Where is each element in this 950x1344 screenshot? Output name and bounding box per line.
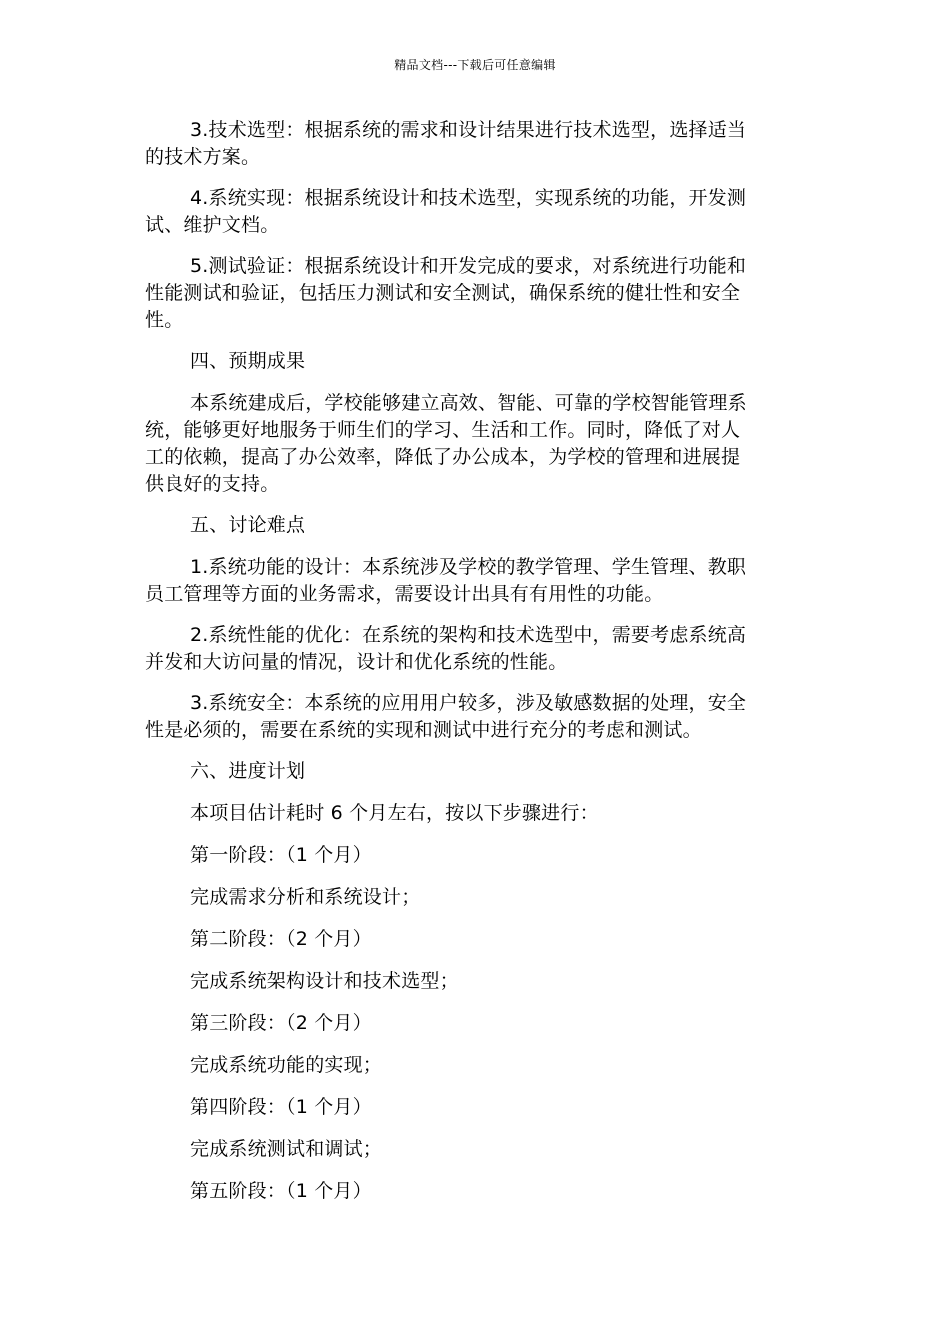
paragraph (145, 348, 795, 375)
paragraph (145, 926, 795, 953)
paragraph-line: 四、预期成果 (190, 350, 306, 372)
paragraph-line: 完成系统功能的实现； (190, 1054, 383, 1076)
paragraph-line: 第三阶段：（2 个月） (190, 1012, 372, 1034)
paragraph-line: 工的依赖，提高了办公效率，降低了办公成本，为学校的管理和进展提 (145, 446, 741, 468)
paragraph-line: 性能测试和验证，包括压力测试和安全测试，确保系统的健壮性和安全 (145, 282, 741, 304)
paragraph-line: 3.系统安全：本系统的应用用户较多，涉及敏感数据的处理，安全 (190, 692, 747, 714)
paragraph-line: 第五阶段：（1 个月） (190, 1180, 372, 1202)
paragraph-line: 试、维护文档。 (145, 214, 280, 236)
paragraph (145, 1052, 795, 1079)
paragraph-line: 五、讨论难点 (190, 514, 306, 536)
paragraph (145, 512, 795, 539)
page-header: 精品文档---下载后可任意编辑 (394, 58, 556, 72)
paragraph-line: 完成系统架构设计和技术选型； (190, 970, 459, 992)
paragraph (145, 968, 795, 995)
document-body (145, 117, 795, 1220)
paragraph-line: 第二阶段：（2 个月） (190, 928, 372, 950)
paragraph-line: 4.系统实现：根据系统设计和技术选型，实现系统的功能，开发测 (190, 187, 747, 209)
paragraph-line: 3.技术选型：根据系统的需求和设计结果进行技术选型，选择适当 (190, 119, 747, 141)
paragraph (145, 185, 795, 239)
paragraph (145, 1010, 795, 1037)
paragraph (145, 622, 795, 676)
paragraph-line: 第四阶段：（1 个月） (190, 1096, 372, 1118)
paragraph (145, 800, 795, 827)
paragraph (145, 1136, 795, 1163)
paragraph (145, 117, 795, 171)
paragraph-line: 并发和大访问量的情况，设计和优化系统的性能。 (145, 651, 568, 673)
paragraph-line: 本系统建成后，学校能够建立高效、智能、可靠的学校智能管理系 (190, 392, 747, 414)
paragraph-line: 1.系统功能的设计：本系统涉及学校的教学管理、学生管理、教职 (190, 556, 747, 578)
paragraph-line: 员工管理等方面的业务需求，需要设计出具有有用性的功能。 (145, 583, 664, 605)
paragraph-line: 性是必须的，需要在系统的实现和测试中进行充分的考虑和测试。 (145, 719, 702, 741)
paragraph (145, 554, 795, 608)
paragraph (145, 1094, 795, 1121)
paragraph-line: 完成系统测试和调试； (190, 1138, 383, 1160)
paragraph (145, 1178, 795, 1205)
paragraph-line: 完成需求分析和系统设计； (190, 886, 421, 908)
paragraph (145, 884, 795, 911)
paragraph (145, 842, 795, 869)
paragraph-line: 供良好的支持。 (145, 473, 280, 495)
paragraph (145, 690, 795, 744)
paragraph-line: 2.系统性能的优化：在系统的架构和技术选型中，需要考虑系统高 (190, 624, 747, 646)
paragraph-line: 的技术方案。 (145, 146, 261, 168)
paragraph (145, 390, 795, 498)
paragraph (145, 758, 795, 785)
paragraph-line: 性。 (145, 309, 184, 331)
paragraph-line: 本项目估计耗时 6 个月左右，按以下步骤进行： (190, 802, 599, 824)
paragraph-line: 统，能够更好地服务于师生们的学习、生活和工作。同时，降低了对人 (145, 419, 741, 441)
paragraph-line: 第一阶段：（1 个月） (190, 844, 372, 866)
paragraph-line: 5.测试验证：根据系统设计和开发完成的要求，对系统进行功能和 (190, 255, 747, 277)
paragraph-line: 六、进度计划 (190, 760, 306, 782)
paragraph (145, 253, 795, 334)
